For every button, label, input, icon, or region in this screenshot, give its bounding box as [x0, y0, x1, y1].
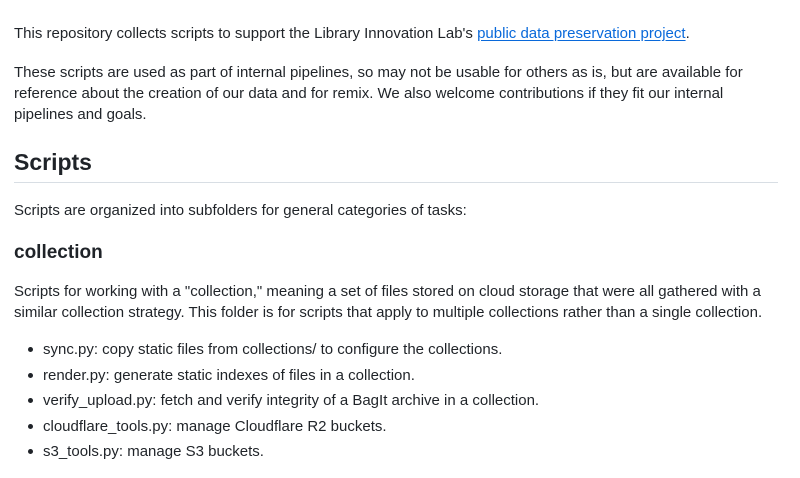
collection-description: Scripts for working with a "collection," meaning a set of files stored on cloud storage that were all gathered with a similar collection strategy. This folder is for scripts that apply to multiple collections rather than a single collection.: [14, 283, 763, 321]
collection-heading: collection: [14, 242, 103, 263]
list-item-verify-upload: verify_upload.py: fetch and verify integrity of a BagIt archive in a collection.: [14, 390, 539, 411]
intro-paragraph: [14, 23, 778, 44]
collection-script-list: [14, 339, 539, 467]
intro-text-after: .: [685, 25, 690, 42]
list-item-render: render.py: generate static indexes of files in a collection.: [14, 365, 539, 386]
heading-divider: [14, 182, 778, 183]
pipelines-paragraph: These scripts are used as part of internal pipelines, so may not be usable for others as is, but are available for reference about the creation of our data and for remix. We also welcome contributions if they fit our internal pipelines and goals.: [14, 64, 743, 123]
public-data-preservation-link[interactable]: public data preservation project: [477, 25, 686, 42]
list-item-cloudflare-tools: cloudflare_tools.py: manage Cloudflare R2 buckets.: [14, 416, 539, 437]
intro-text-before: This repository collects scripts to support the Library Innovation Lab's: [14, 25, 478, 42]
scripts-description: Scripts are organized into subfolders for general categories of tasks:: [14, 202, 467, 219]
list-item-s3-tools: s3_tools.py: manage S3 buckets.: [14, 441, 539, 462]
list-item-sync: sync.py: copy static files from collections/ to configure the collections.: [14, 339, 539, 360]
scripts-heading: Scripts: [14, 149, 92, 175]
